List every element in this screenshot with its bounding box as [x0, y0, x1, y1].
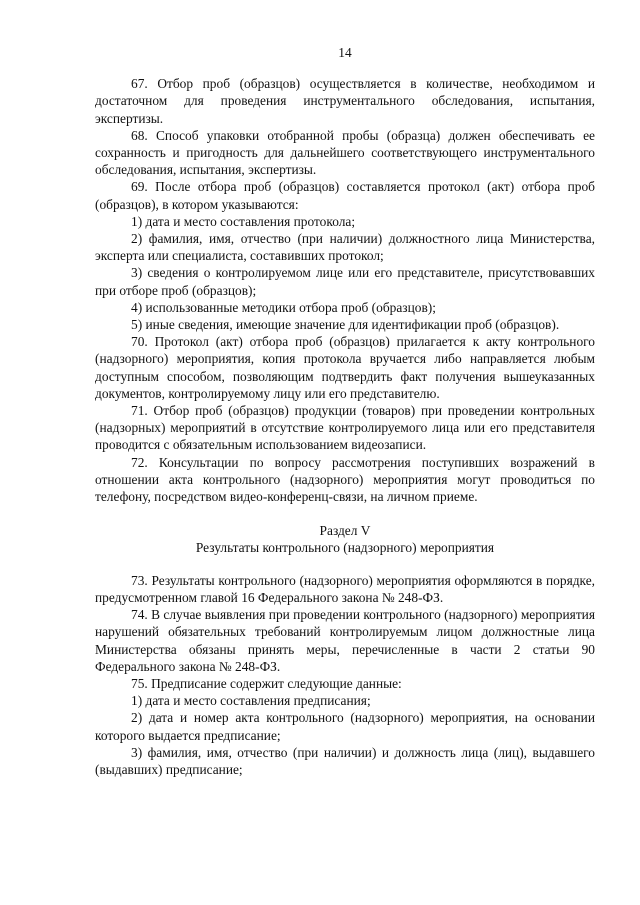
page-number: 14	[338, 45, 352, 60]
paragraph-70: 70. Протокол (акт) отбора проб (образцов) прилагается к акту контрольного (надзорного) мероприятия, копия протокола вручается либо направляется любым доступным способом, позволяющим подтвердить факт получения вышеуказанных документов, контролируемому лицу или его представителю.	[95, 334, 595, 401]
paragraph-73: 73. Результаты контрольного (надзорного) мероприятия оформляются в порядке, предусмотренном главой 16 Федерального закона № 248-ФЗ.	[95, 572, 595, 605]
list-item-69-5: 5) иные сведения, имеющие значение для идентификации проб (образцов).	[131, 317, 560, 333]
list-item-75-2: 2) дата и номер акта контрольного (надзорного) мероприятия, на основании которого выдается предписание;	[95, 710, 595, 743]
paragraph-75: 75. Предписание содержит следующие данные:	[131, 675, 402, 691]
list-item-69-1: 1) дата и место составления протокола;	[131, 213, 356, 229]
document-page	[95, 44, 595, 778]
paragraph-69: 69. После отбора проб (образцов) составляется протокол (акт) отбора проб (образцов), в котором указываются:	[95, 179, 595, 212]
list-item-69-3: 3) сведения о контролируемом лице или его представителе, присутствовавших при отборе проб (образцов);	[95, 265, 595, 298]
section-title: Результаты контрольного (надзорного) мероприятия	[195, 540, 495, 556]
paragraphs-before-section	[95, 75, 595, 505]
paragraph-67: 67. Отбор проб (образцов) осуществляется в количестве, необходимом и достаточном для проведения инструментального обследования, испытания, экспертизы.	[95, 76, 595, 126]
section-number: Раздел V	[319, 523, 371, 539]
paragraph-72: 72. Консультации по вопросу рассмотрения поступивших возражений в отношении акта контрольного (надзорного) мероприятия могут проводиться по телефону, посредством видео-конференц-связи, на личном приеме.	[95, 454, 595, 505]
paragraph-74: 74. В случае выявления при проведении контрольного (надзорного) мероприятия нарушений обязательных требований контролируемым лицом должностные лица Министерства обязаны принять меры, перечисленные в части 2 статьи 90 Федерального закона № 248-ФЗ.	[95, 607, 595, 674]
paragraph-71: 71. Отбор проб (образцов) продукции (товаров) при проведении контрольных (надзорных) мероприятий в отсутствие контролируемого лица или его представителя проводится с обязательным использованием видеозаписи.	[95, 403, 595, 453]
paragraph-68: 68. Способ упаковки отобранной пробы (образца) должен обеспечивать ее сохранность и пригодность для дальнейшего соответствующего инструментального обследования, испытания, экспертизы.	[95, 127, 595, 178]
list-item-75-1: 1) дата и место составления предписания;	[131, 693, 371, 709]
paragraphs-after-section	[95, 572, 595, 778]
list-item-75-3: 3) фамилия, имя, отчество (при наличии) и должность лица (лиц), выдавшего (выдавших) предписание;	[95, 744, 595, 777]
list-item-69-4: 4) использованные методики отбора проб (образцов);	[131, 299, 436, 315]
list-item-69-2: 2) фамилия, имя, отчество (при наличии) должностного лица Министерства, эксперта или специалиста, составивших протокол;	[95, 231, 595, 264]
